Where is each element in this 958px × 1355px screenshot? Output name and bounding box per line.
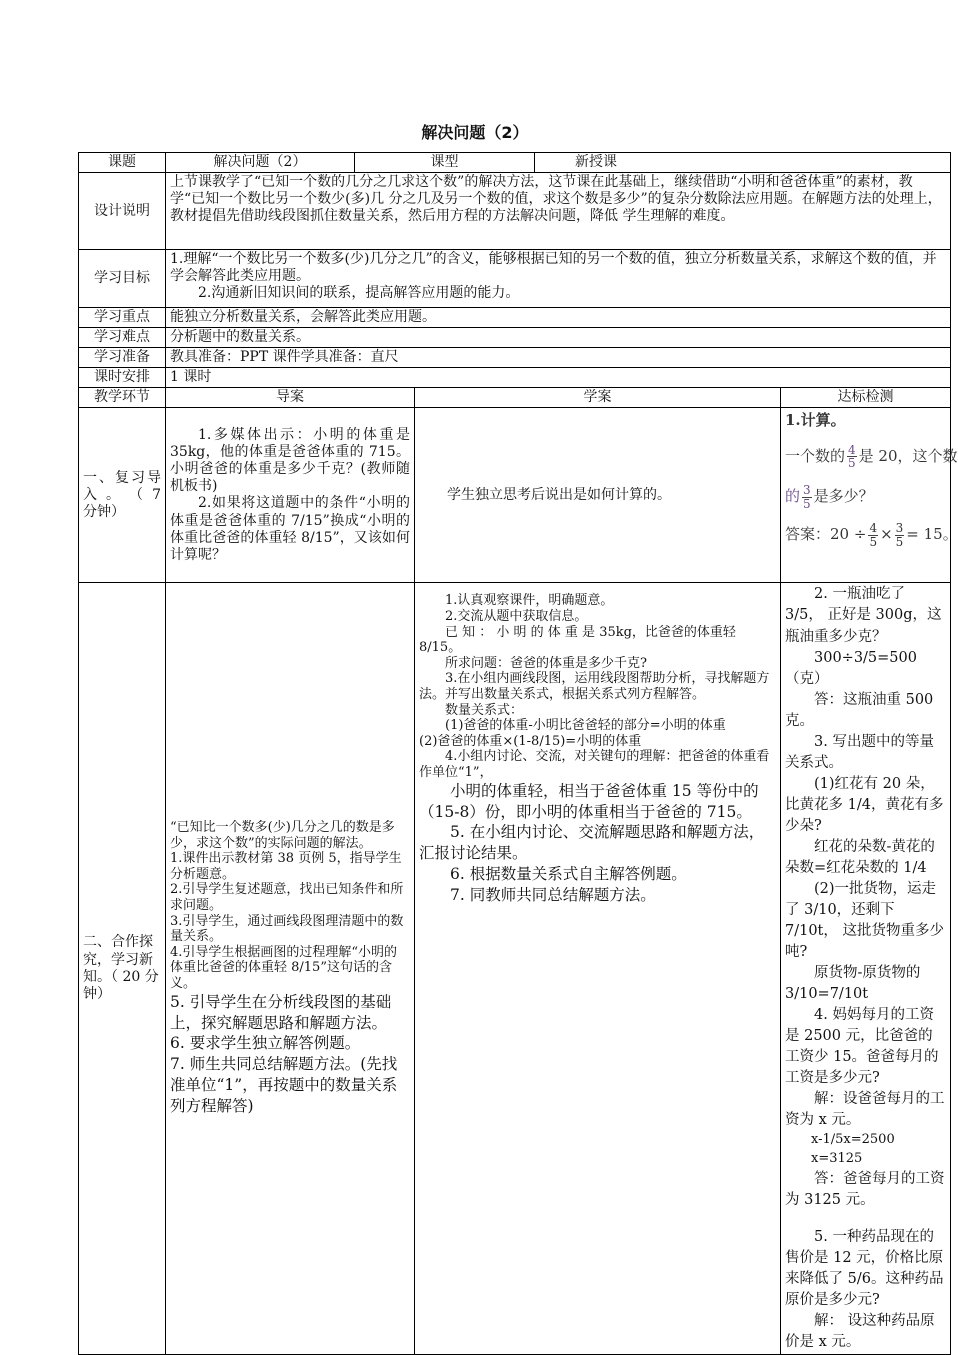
section-explore-row — [79, 583, 951, 1354]
review-guide-2: 2.如果将这道题中的条件“小明的体重是爸爸体重的 7/15”换成“小明的体重比爸爸的体重轻 8/15”，又该如何计算呢？ — [170, 495, 410, 563]
explore-check-13: 5. 一种药品现在的售价是 12 元，价格比原来降低了 5/6。这种药品原价是多少元? — [785, 1228, 944, 1308]
prep-text: 教具准备：PPT 课件学具准备：直尺 — [166, 348, 951, 368]
prep-label: 学习准备 — [79, 348, 166, 368]
prep-row — [79, 348, 951, 368]
explore-check-14: 解： 设这种药品原价是 x 元。 — [785, 1312, 935, 1350]
explore-guide — [166, 583, 415, 1354]
explore-guide-7: 7. 师生共同总结解题方法。(先找准单位“1”，再按题中的数量关系列方程解答) — [170, 1055, 398, 1116]
explore-study-11: 6. 根据数量关系式自主解答例题。 — [450, 865, 687, 884]
goal-1: 1.理解“一个数比另一个数多(少)几分之几”的含义，能够根据已知的另一个数的值，独立分析数量关系，求解这个数的值，并学会解答此类应用题。 — [170, 251, 937, 285]
check-answer-pre: 答案：20 ÷ — [785, 525, 867, 544]
col-guide: 导案 — [166, 388, 415, 408]
check-line1-pre: 一个数的 — [785, 446, 846, 465]
review-study — [415, 408, 781, 583]
explore-study-1: 2.交流从题中获取信息。 — [445, 609, 588, 625]
review-guide-1: 1.多媒体出示：小明的体重是 35kg，他的体重是爸爸体重的 715。小明爸爸的体重是多少千克？(教师随机板书) — [170, 427, 410, 495]
difficulty-label: 学习难点 — [79, 328, 166, 348]
review-guide — [166, 408, 415, 583]
check-answer-mid: × — [880, 525, 893, 544]
type-value: 新授课 — [535, 153, 951, 173]
explore-check-5: 红花的朵数-黄花的朵数=红花朵数的 1/4 — [785, 838, 935, 876]
explore-guide-3: 3.引导学生，通过画线段图理清题中的数量关系。 — [170, 913, 404, 945]
fraction-3-5: $\frac{3}{5}$ — [803, 482, 811, 511]
explore-check-9: 解：设爸爸每月的工资为 x 元。 — [785, 1090, 945, 1128]
explore-study-0: 1.认真观察课件，明确题意。 — [445, 593, 614, 609]
goal-label: 学习目标 — [79, 250, 166, 308]
section-review-row — [79, 408, 951, 583]
explore-check-6: (2)一批货物，运走了 3/10，还剩下 7/10t， 这批货物重多少吨? — [785, 880, 944, 960]
explore-check-4: (1)红花有 20 朵，比黄花多 1/4，黄花有多少朵? — [785, 775, 944, 834]
explore-check-7: 原货物-原货物的 3/10=7/10t — [785, 964, 921, 1002]
check-line2-pre: 的 — [785, 487, 801, 506]
explore-study — [415, 583, 781, 1354]
explore-stage: 二、合作探究，学习新知。（ 20 分钟） — [79, 583, 166, 1354]
key-row — [79, 308, 951, 328]
design-label: 设计说明 — [79, 173, 166, 250]
explore-study-9: 小明的体重轻，相当于爸爸体重 15 等份中的（15-8）份，即小明的体重相当于爸爸的 715。 — [419, 781, 759, 821]
check-number: 1. — [785, 411, 801, 430]
explore-guide-1: 1.课件出示教材第 38 页例 5，指导学生分析题意。 — [170, 851, 402, 882]
explore-check-12: 答：爸爸每月的工资为 3125 元。 — [785, 1170, 945, 1208]
fraction-4-5: $\frac{4}{5}$ — [848, 442, 856, 471]
topic-value: 解决问题（2） — [166, 153, 355, 173]
review-study-text: 学生独立思考后说出是如何计算的。 — [447, 486, 671, 503]
col-study: 学案 — [415, 388, 781, 408]
explore-guide-2: 2.引导学生复述题意，找出已知条件和所求问题。 — [170, 882, 404, 914]
explore-study-12: 7. 同教师共同总结解题方法。 — [450, 886, 656, 905]
explore-check-3: 3. 写出题中的等量关系式。 — [785, 733, 934, 771]
explore-guide-0: “已知比一个数多(少)几分之几的数是多少，求这个数”的实际问题的解法。 — [170, 820, 395, 851]
page-title: 解决问题（2） — [421, 123, 529, 142]
header-row — [79, 153, 951, 173]
goal-row — [79, 250, 951, 308]
topic-label: 课题 — [79, 153, 166, 173]
schedule-label: 课时安排 — [79, 368, 166, 388]
explore-study-10: 5. 在小组内讨论、交流解题思路和解题方法，汇报讨论结果。 — [419, 823, 765, 863]
goal-2: 2.沟通新旧知识间的联系，提高解答应用题的能力。 — [198, 285, 520, 302]
lesson-plan-table — [78, 152, 958, 1355]
key-text: 能独立分析数量关系，会解答此类应用题。 — [166, 308, 951, 328]
key-label: 学习重点 — [79, 308, 166, 328]
check-answer-post: = 15。 — [906, 525, 958, 544]
explore-check-2: 答：这瓶油重 500 克。 — [785, 691, 934, 729]
column-header-row — [79, 388, 951, 408]
explore-study-4: 3.在小组内画线段图，运用线段图帮助分析，寻找解题方法。并写出数量关系式，根据关系式列方程解答。 — [419, 671, 770, 703]
explore-study-3: 所求问题：爸爸的体重是多少千克? — [445, 655, 647, 671]
explore-check — [781, 583, 951, 1354]
explore-check-1: 300÷3/5=500（克） — [785, 649, 917, 687]
explore-study-6: (1)爸爸的体重-小明比爸爸轻的部分=小明的体重 — [445, 718, 726, 734]
design-text: 上节课教学了“已知一个数的几分之几求这个数”的解决方法，这节课在此基础上，继续借助“小明和爸爸体重”的素材，教学“已知一个数比另一个数少(多)几 分之几及另一个数的值，求这个数是多少”的复杂分数除法应用题。在解题方法的处理上，教材提倡先借助线段图抓住数量关系，然后用方程的方法解决问题，降低 学生理解的难度。 — [166, 173, 951, 250]
schedule-row — [79, 368, 951, 388]
explore-study-2: 已 知 ： 小 明 的 体 重 是 35kg，比爸爸的体重轻 8/15。 — [419, 624, 736, 656]
check-line1-post: 是 20，这个数 — [858, 446, 958, 465]
col-stage: 教学环节 — [79, 388, 166, 408]
review-check — [781, 408, 958, 583]
review-stage: 一、复习导 入 。 （ 7 分钟） — [79, 408, 166, 583]
col-check: 达标检测 — [781, 388, 951, 408]
schedule-text: 1 课时 — [166, 368, 951, 388]
difficulty-text: 分析题中的数量关系。 — [166, 328, 951, 348]
explore-check-8: 4. 妈妈每月的工资是 2500 元，比爸爸的工资少 15。爸爸每月的工资是多少元? — [785, 1006, 939, 1086]
explore-guide-5: 5. 引导学生在分析线段图的基础上，探究解题思路和解题方法。 — [170, 992, 392, 1032]
design-row — [79, 173, 951, 250]
check-line2-post: 是多少？ — [813, 487, 874, 506]
check-heading: 计算。 — [800, 411, 846, 430]
explore-study-7: (2)爸爸的体重×(1-8/15)=小明的体重 — [419, 733, 642, 749]
goal-cell — [166, 250, 951, 308]
type-label: 课型 — [355, 153, 535, 173]
explore-guide-6: 6. 要求学生独立解答例题。 — [170, 1034, 361, 1053]
explore-check-11: x=3125 — [811, 1150, 863, 1166]
fraction-4-5-answer: $\frac{4}{5}$ — [869, 521, 878, 549]
difficulty-row — [79, 328, 951, 348]
explore-check-10: x-1/5x=2500 — [811, 1131, 895, 1147]
explore-study-8: 4.小组内讨论、交流，对关键句的理解：把爸爸的体重看作单位“1”， — [419, 749, 770, 780]
explore-check-0: 2. 一瓶油吃了 3/5， 正好是 300g，这瓶油重多少克？ — [785, 586, 942, 645]
fraction-3-5-answer: $\frac{3}{5}$ — [895, 521, 904, 549]
explore-study-5: 数量关系式： — [445, 702, 524, 718]
explore-guide-4: 4.引导学生根据画图的过程理解“小明的体重比爸爸的体重轻 8/15”这句话的含义。 — [170, 944, 398, 991]
